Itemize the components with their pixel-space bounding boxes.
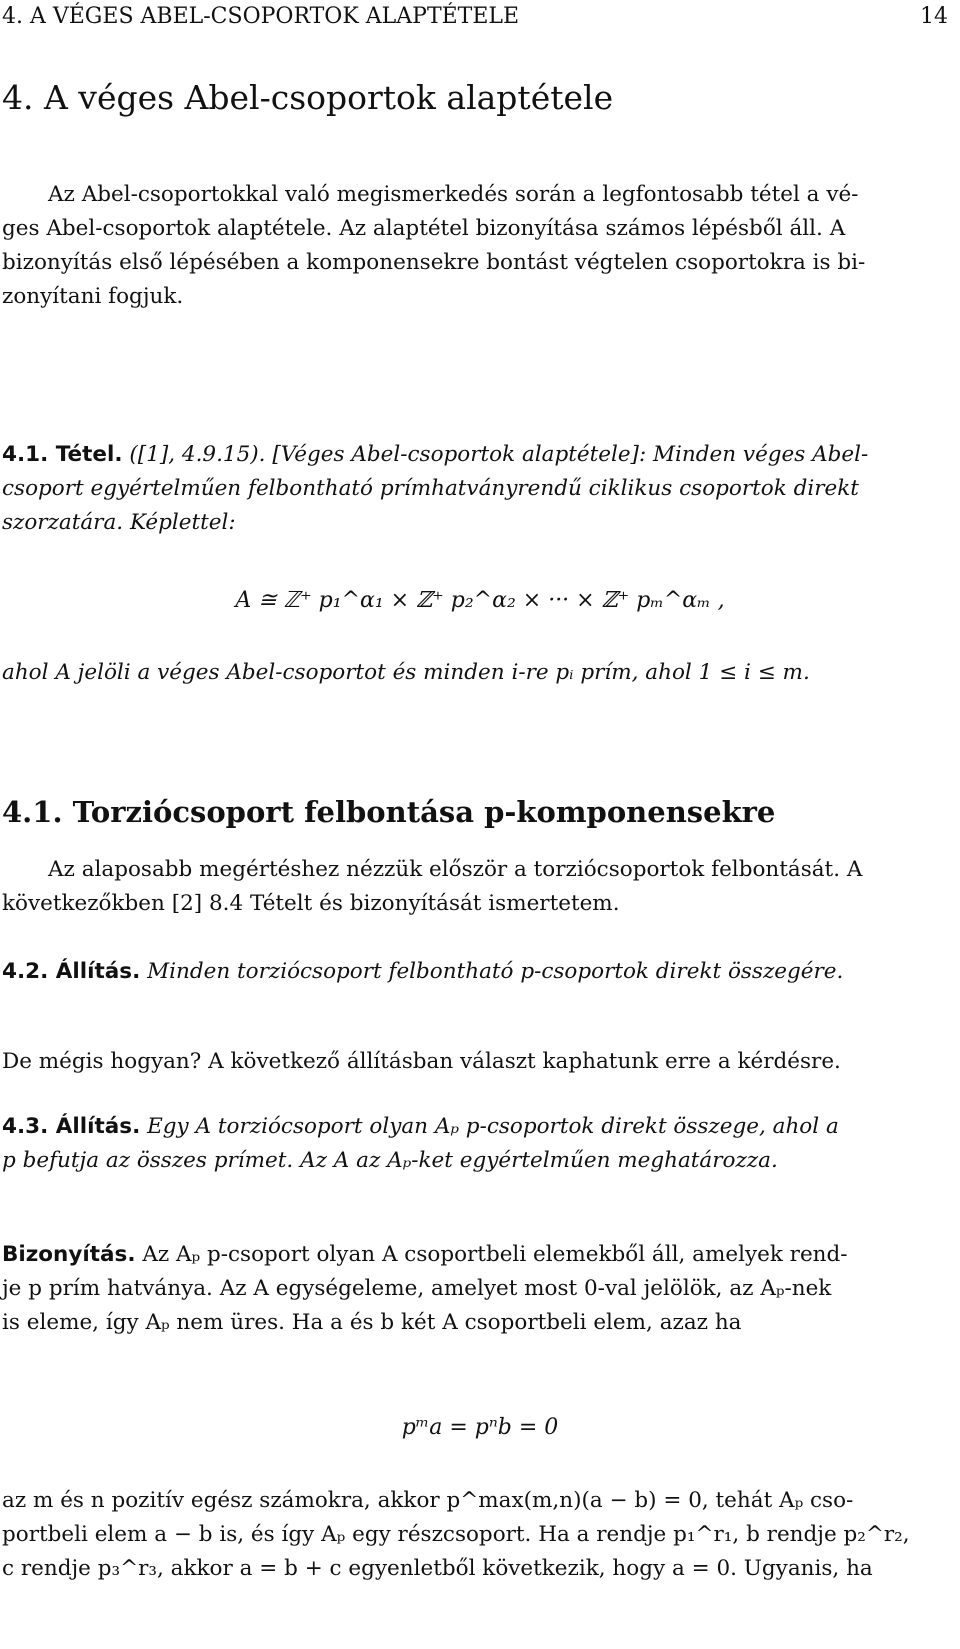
text-line: Az alaposabb megértéshez nézzük először a torziócsoportok felbontását. A — [48, 857, 863, 882]
section-title: 4.1. Torziócsoport felbontása p-komponensekre — [2, 795, 776, 829]
proof-text: je p prím hatványa. Az A egységeleme, amelyet most 0-val jelölök, az Aₚ-nek — [2, 1276, 832, 1301]
claim-42 — [2, 955, 950, 989]
text-line: következőkben [2] 8.4 Tételt és bizonyítását ismertetem. — [2, 891, 620, 916]
theorem-text: szorzatára. Képlettel: — [2, 510, 236, 535]
proof-text: Az Aₚ p-csoport olyan A csoportbeli elemekből áll, amelyek rend- — [142, 1242, 848, 1267]
text-line: Az Abel-csoportokkal való megismerkedés során a legfontosabb tétel a vé- — [48, 182, 859, 207]
text-line: bizonyítás első lépésében a komponensekre bontást végtelen csoportokra is bi- — [2, 250, 866, 275]
theorem-41 — [2, 438, 950, 540]
claim-label: 4.3. Állítás. — [2, 1114, 141, 1139]
claim-text: Minden torziócsoport felbontható p-csoportok direkt összegére. — [147, 959, 844, 984]
claim-text: p befutja az összes prímet. Az A az Aₚ-ket egyértelműen meghatározza. — [2, 1148, 778, 1173]
text-line: zonyítani fogjuk. — [2, 284, 184, 309]
theorem-text: csoport egyértelműen felbontható prímhatványrendű ciklikus csoportok direkt — [2, 476, 859, 501]
proof-text: az m és n pozitív egész számokra, akkor p^max(m,n)(a − b) = 0, tehát Aₚ cso- — [2, 1488, 854, 1513]
theorem-after-line: ahol A jelöli a véges Abel-csoportot és minden i-re pᵢ prím, ahol 1 ≤ i ≤ m. — [2, 660, 810, 685]
intro-paragraph — [2, 178, 950, 314]
theorem-formula: A ≅ ℤ⁺ p₁^α₁ × ℤ⁺ p₂^α₂ × ··· × ℤ⁺ pₘ^αₘ , — [235, 588, 725, 613]
proof-label: Bizonyítás. — [2, 1242, 136, 1267]
theorem-label: 4.1. Tétel. — [2, 442, 123, 467]
claim-43 — [2, 1110, 950, 1178]
theorem-text: ([1], 4.9.15). [Véges Abel-csoportok alaptétele]: Minden véges Abel- — [129, 442, 869, 467]
proof — [2, 1238, 950, 1340]
text-line: ges Abel-csoportok alaptétele. Az alaptétel bizonyítása számos lépésből áll. A — [2, 216, 846, 241]
section-intro — [2, 853, 950, 921]
proof-text: portbeli elem a − b is, és így Aₚ egy részcsoport. Ha a rendje p₁^r₁, b rendje p₂^r₂, — [2, 1522, 910, 1547]
page-number: 14 — [920, 4, 948, 29]
chapter-title: 4. A véges Abel-csoportok alaptétele — [2, 78, 614, 117]
running-header — [2, 4, 948, 29]
proof-equation: pᵐa = pⁿb = 0 — [401, 1415, 559, 1440]
theorem-line — [2, 438, 950, 472]
proof-continuation — [2, 1484, 950, 1586]
question-line: De mégis hogyan? A következő állításban választ kaphatunk erre a kérdésre. — [2, 1049, 841, 1074]
claim-text: Egy A torziócsoport olyan Aₚ p-csoportok direkt összege, ahol a — [147, 1114, 839, 1139]
running-title: 4. A VÉGES ABEL-CSOPORTOK ALAPTÉTELE — [2, 4, 520, 29]
claim-label: 4.2. Állítás. — [2, 959, 141, 984]
proof-text: c rendje p₃^r₃, akkor a = b + c egyenletből következik, hogy a = 0. Ugyanis, ha — [2, 1556, 873, 1581]
proof-text: is eleme, így Aₚ nem üres. Ha a és b két A csoportbeli elem, azaz ha — [2, 1310, 742, 1335]
